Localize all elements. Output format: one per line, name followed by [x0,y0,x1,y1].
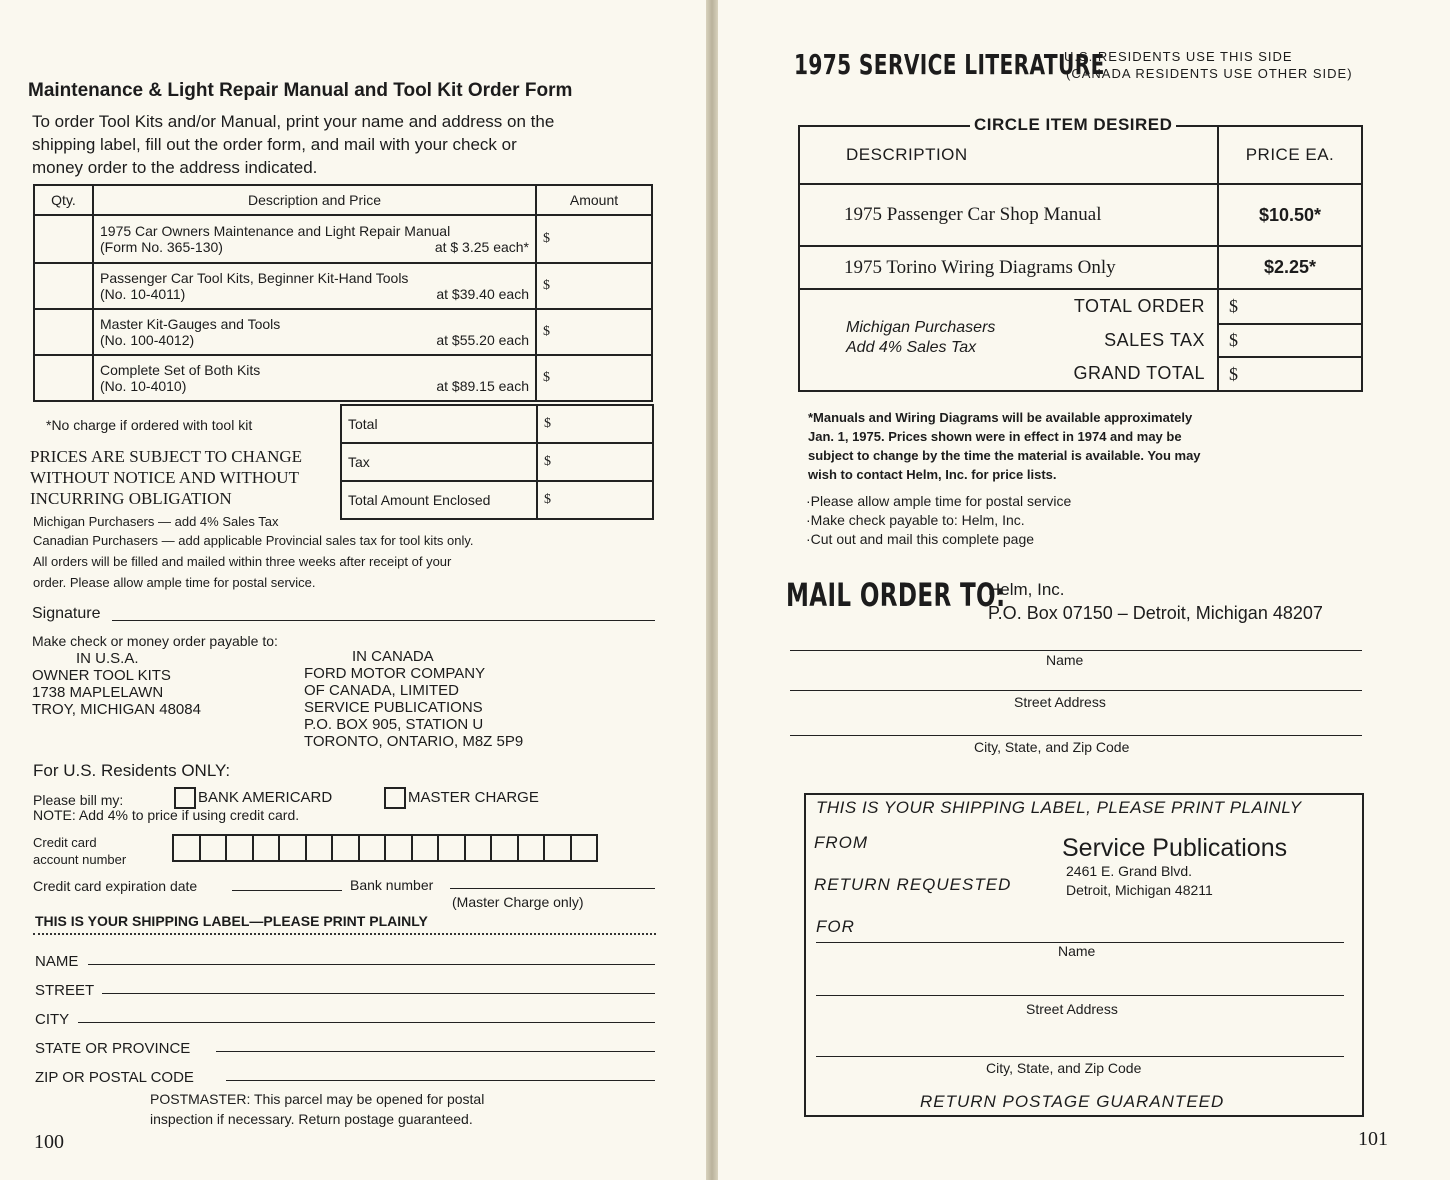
qty-cell[interactable] [34,215,93,263]
total-label: Total [341,405,537,443]
order-form-title: Maintenance & Light Repair Manual and Tool Kit Order Form [28,80,573,101]
grand-total-amount[interactable]: $ [1218,357,1362,391]
table-row [34,263,652,309]
desc-cell: Passenger Car Tool Kits, Beginner Kit-Hand Tools (No. 10-4011) at $39.40 each [93,263,536,309]
us-only-heading: For U.S. Residents ONLY: [33,761,231,780]
master-only-note: (Master Charge only) [452,894,584,910]
label-street-line[interactable] [816,995,1344,996]
sales-tax-label: SALES TAX [1104,330,1205,350]
total-amount[interactable]: $ [537,405,653,443]
total-order-amount[interactable]: $ [1218,289,1362,324]
qty-header: Qty. [34,185,93,215]
table-row [34,355,652,401]
cc-expiration-line[interactable] [232,890,342,891]
zip-field[interactable] [226,1080,655,1081]
price-header: PRICE EA. [1218,126,1362,184]
table-row [34,215,652,263]
prices-notice: PRICES ARE SUBJECT TO CHANGE WITHOUT NOTICE AND WITHOUT INCURRING OBLIGATION [30,447,303,508]
usa-address: IN U.S.A. OWNER TOOL KITS 1738 MAPLELAWN TROY, MICHIGAN 48084 [32,650,201,718]
total-order-label: TOTAL ORDER [1073,296,1205,316]
state-label: STATE OR PROVINCE [35,1040,191,1057]
enclosed-amount[interactable]: $ [537,481,653,519]
tax-amount[interactable]: $ [537,443,653,481]
availability-footnote: *Manuals and Wiring Diagrams will be available approximately Jan. 1, 1975. Prices shown were in effect in 1974 and may be subject to change by the time the material is available. You may wish to contact Helm, Inc. for price lists. [808,410,1201,482]
bank-number-label: Bank number [350,877,434,893]
order-table [33,184,653,402]
cc-number-label: Credit card account number [33,835,127,867]
from-label: FROM [814,833,869,852]
price-shop-manual: $10.50* [1218,184,1362,246]
sender-name: Service Publications [1062,834,1288,862]
no-charge-note: *No charge if ordered with tool kit [46,417,253,433]
sender-street: 2461 E. Grand Blvd. [1066,863,1193,879]
mail-name-line[interactable] [790,650,1362,651]
signature-label: Signature [32,605,101,622]
mail-name-caption: Name [1046,652,1084,668]
shipping-label-title: THIS IS YOUR SHIPPING LABEL, PLEASE PRINT PLAINLY [816,798,1302,817]
item-wiring-diagrams[interactable]: 1975 Torino Wiring Diagrams Only [799,246,1218,289]
canada-side-note: (CANADA RESIDENTS USE OTHER SIDE) [1066,66,1353,81]
label-name-caption: Name [1058,943,1096,959]
desc-cell: Complete Set of Both Kits (No. 10-4010) at $89.15 each [93,355,536,401]
service-literature-heading: 1975 SERVICE LITERATURE [794,48,1105,81]
desc-cell: Master Kit-Gauges and Tools (No. 100-4012) at $55.20 each [93,309,536,355]
orders-note-2: order. Please allow ample time for postal service. [33,575,316,590]
totals-table [340,404,654,520]
cc-number-boxes[interactable] [172,834,598,862]
city-label: CITY [35,1011,70,1028]
item-shop-manual[interactable]: 1975 Passenger Car Shop Manual [799,184,1218,246]
canada-address: IN CANADA FORD MOTOR COMPANY OF CANADA, LIMITED SERVICE PUBLICATIONS P.O. BOX 905, STATION U TORONTO, ONTARIO, M8Z 5P9 [304,648,524,750]
intro-text: To order Tool Kits and/or Manual, print your name and address on the shipping label, fill out the order form, and mail with your check or money order to the address indicated. [32,112,555,177]
bankamericard-checkbox[interactable] [174,787,196,809]
credit-card-note: NOTE: Add 4% to price if using credit card. [33,807,300,823]
name-label: NAME [35,953,79,970]
instructions: ·Please allow ample time for postal service ·Make check payable to: Helm, Inc. ·Cut out and mail this complete page [806,493,1072,547]
mail-city-caption: City, State, and Zip Code [974,739,1130,755]
page-number: 101 [1358,1128,1388,1150]
amount-cell[interactable]: $ [536,263,652,309]
enclosed-label: Total Amount Enclosed [341,481,537,519]
qty-cell[interactable] [34,263,93,309]
table-row [34,309,652,355]
mail-city-line[interactable] [790,735,1362,736]
mastercharge-option[interactable]: MASTER CHARGE [384,787,539,809]
bank-number-line[interactable] [450,888,655,889]
amount-cell[interactable]: $ [536,215,652,263]
orders-note-1: All orders will be filled and mailed within three weeks after receipt of your [33,554,452,569]
description-header: DESCRIPTION [799,126,1218,184]
helm-name: Helm, Inc. [988,580,1065,599]
bill-me-label: Please bill my: [33,792,124,808]
page-number: 100 [34,1131,64,1153]
shipping-label-heading: THIS IS YOUR SHIPPING LABEL—PLEASE PRINT PLAINLY [35,913,428,929]
amount-header: Amount [536,185,652,215]
circle-item-label: CIRCLE ITEM DESIRED [970,115,1176,135]
return-requested-label: RETURN REQUESTED [814,875,1012,894]
for-label: FOR [816,917,855,936]
amount-cell[interactable]: $ [536,309,652,355]
sender-city: Detroit, Michigan 48211 [1066,882,1213,898]
state-field[interactable] [216,1051,655,1052]
grand-total-label: GRAND TOTAL [1073,363,1205,383]
us-side-note: U.S. RESIDENTS USE THIS SIDE [1064,49,1293,64]
mastercharge-checkbox[interactable] [384,787,406,809]
totals-labels-cell [799,289,1218,391]
street-field[interactable] [102,993,655,994]
signature-line[interactable] [112,620,655,621]
name-field[interactable] [88,964,655,965]
right-page [718,0,1450,1180]
return-postage-guaranteed: RETURN POSTAGE GUARANTEED [920,1092,1225,1111]
michigan-note: Michigan Purchasers Add 4% Sales Tax [846,319,996,356]
left-page [0,0,706,1180]
payable-text: Make check or money order payable to: [32,633,278,649]
label-city-line[interactable] [816,1056,1344,1057]
cut-line [33,933,656,935]
tax-label: Tax [341,443,537,481]
cc-expiration-label: Credit card expiration date [33,878,198,894]
amount-cell[interactable]: $ [536,355,652,401]
desc-header: Description and Price [93,185,536,215]
street-label: STREET [35,982,95,999]
qty-cell[interactable] [34,355,93,401]
qty-cell[interactable] [34,309,93,355]
label-street-caption: Street Address [1026,1001,1118,1017]
mail-street-caption: Street Address [1014,694,1106,710]
bankamericard-option[interactable]: BANK AMERICARD [174,787,332,809]
city-field[interactable] [78,1022,655,1023]
label-city-caption: City, State, and Zip Code [986,1060,1142,1076]
mail-order-heading: MAIL ORDER TO: [786,576,1006,614]
price-wiring-diagrams: $2.25* [1218,246,1362,289]
canadian-tax-note: Canadian Purchasers — add applicable Provincial sales tax for tool kits only. [33,533,474,548]
zip-label: ZIP OR POSTAL CODE [35,1069,194,1086]
book-gutter [706,0,718,1180]
helm-address: P.O. Box 07150 – Detroit, Michigan 48207 [988,603,1323,623]
mail-street-line[interactable] [790,690,1362,691]
sales-tax-amount[interactable]: $ [1218,324,1362,357]
postmaster-note: POSTMASTER: This parcel may be opened for postal inspection if necessary. Return postage guaranteed. [150,1091,485,1127]
shipping-label-box [804,793,1364,1117]
desc-cell: 1975 Car Owners Maintenance and Light Repair Manual (Form No. 365-130) at $ 3.25 each* [93,215,536,263]
michigan-tax-note: Michigan Purchasers — add 4% Sales Tax [33,514,279,529]
literature-table [798,125,1363,392]
